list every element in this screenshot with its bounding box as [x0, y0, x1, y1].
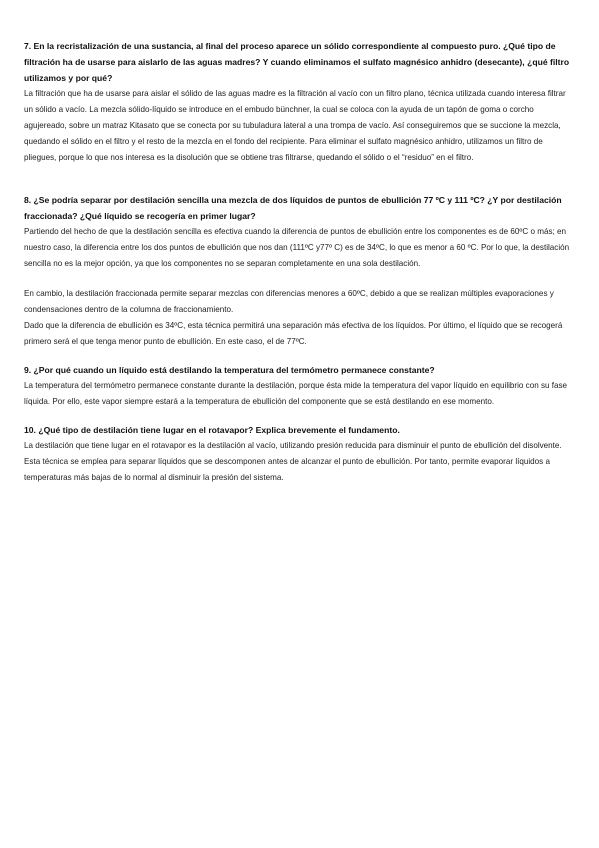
answer-8-paragraph-2: En cambio, la destilación fraccionada permite separar mezclas con diferencias menores a 60ºC, debido a que se realizan múltiples evaporaciones y condensaciones dentro de la columna de fraccionamiento.	[24, 289, 554, 314]
answer-7-paragraph-1: La filtración que ha de usarse para aislar el sólido de las aguas madre es la filtración al vacío con un filtro plano, técnica utilizada cuando interesa filtrar un sólido a vacío. La mezcla sólido-líquido se introduce en el embudo bünchner, la cual se coloca con la ayuda de un tapón de goma o corcho agujereado, sobre un matraz Kitasato que se conecta por su tubuladura lateral a una trompa de vacío. Así conseguiremos que se succione la mezcla, quedando el sólido en el filtro y el resto de la mezcla en el fondo del recipiente. Para eliminar el sulfato magnésico anhidro, utilizamos un filtro de pliegues, porque lo que nos interesa es la disolución que se obtiene tras filtrarse, quedando el sólido o el “residuo” en el filtro.	[24, 89, 566, 162]
section-question-9	[24, 362, 576, 410]
section-question-10	[24, 422, 576, 486]
answer-8-paragraph-3: Dado que la diferencia de ebullición es 34ºC, esta técnica permitirá una separación más efectiva de los líquidos. Por último, el líquido que se recogerá primero será el que tenga menor punto de ebullición. En este caso, el de 77ºC.	[24, 321, 563, 346]
question-7-heading: 7. En la recristalización de una sustancia, al final del proceso aparece un sólido correspondiente al compuesto puro. ¿Qué tipo de filtración ha de usarse para aislarlo de las aguas madres? Y cuando eliminamos el sulfato magnésico anhidro (desecante), ¿qué filtro utilizamos y por qué?	[24, 41, 570, 83]
question-8-heading: 8. ¿Se podría separar por destilación sencilla una mezcla de dos líquidos de puntos de ebullición 77 ºC y 111 ºC? ¿Y por destilación fraccionada? ¿Qué líquido se recogería en primer lugar?	[24, 195, 562, 221]
answer-8-paragraph-1: Partiendo del hecho de que la destilación sencilla es efectiva cuando la diferencia de puntos de ebullición entre los componentes es de 60ºC o más; en nuestro caso, la diferencia entre los dos puntos de ebullición que nos dan (111ºC y77º C) es de 34ºC, lo que es menor a 60 ºC. Por lo que, la destilación sencilla no es la mejor opción, ya que los componentes no se separan completamente en una sola destilación.	[24, 227, 570, 268]
section-question-7	[24, 38, 576, 166]
question-9-heading: 9. ¿Por qué cuando un líquido está destilando la temperatura del termómetro permanece constante?	[24, 365, 435, 375]
spacer	[24, 272, 576, 286]
section-question-8	[24, 192, 576, 350]
question-10-heading: 10. ¿Qué tipo de destilación tiene lugar en el rotavapor? Explica brevemente el fundamento.	[24, 425, 400, 435]
answer-9-paragraph-1: La temperatura del termómetro permanece constante durante la destilación, porque ésta mide la temperatura del vapor líquido en equilibrio con su fase líquida. Por ello, este vapor siempre estará a la temperatura de ebullición del componente que se está destilando en ese momento.	[24, 381, 568, 406]
spacer	[24, 178, 576, 192]
answer-10-paragraph-1: La destilación que tiene lugar en el rotavapor es la destilación al vacío, utilizando presión reducida para disminuir el punto de ebullición del disolvente. Esta técnica se emplea para separar líquidos que se descomponen antes de alcanzar el punto de ebullición. Por tanto, permite evaporar líquidos a temperaturas más bajas de lo normal al disminuir la presión del sistema.	[24, 441, 562, 482]
